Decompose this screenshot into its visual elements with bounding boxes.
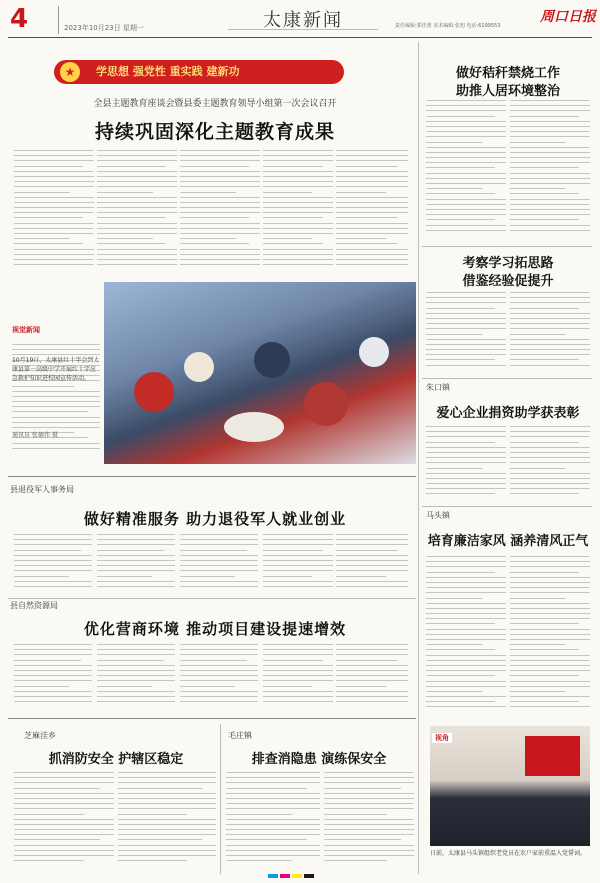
right-story3-kicker: 朱口镇 <box>426 383 450 392</box>
resources-body-col-5 <box>336 644 408 710</box>
zhimazhuang-headline: 抓消防安全 护辖区稳定 <box>48 752 184 767</box>
right-story2-body-col-2 <box>510 292 590 374</box>
lead-body-col-3 <box>180 150 260 272</box>
right-story2-headline-2: 借鉴经验促提升 <box>462 274 554 289</box>
maozhuang-body-col-1 <box>226 772 320 870</box>
party-emblem-icon: ★ <box>60 62 80 82</box>
right-divider-3 <box>422 506 592 507</box>
veterans-kicker: 县退役军人事务局 <box>10 485 74 494</box>
header-divider <box>58 6 59 34</box>
veterans-body-col-5 <box>336 534 408 592</box>
right-story4-kicker: 马头镇 <box>426 511 450 520</box>
right-story1-headline-2: 助推人居环境整治 <box>455 84 560 99</box>
resources-body-col-4 <box>263 644 333 710</box>
right-photo <box>430 726 590 846</box>
lead-body-col-1 <box>14 150 94 272</box>
theme-banner: 学思想 强党性 重实践 建新功 <box>54 60 344 84</box>
resources-headline: 优化营商环境 推动项目建设提速增效 <box>83 620 347 638</box>
right-divider-1 <box>422 246 592 247</box>
right-story1-body-col-1 <box>426 100 506 240</box>
zhimazhuang-body-col-2 <box>118 772 216 870</box>
maozhuang-headline: 排查消隐患 演练保安全 <box>251 752 387 767</box>
photo-credit: 通讯员 张德伟 摄 <box>12 432 58 439</box>
section-title: 太康新闻 <box>228 6 378 30</box>
veterans-body-col-1 <box>14 534 92 592</box>
editor-credits: 责任编辑:郭佳蕾 美术编辑:张旭 电话:6199553 <box>395 23 501 29</box>
page-number: 4 <box>10 4 29 34</box>
resources-body-col-2 <box>97 644 175 710</box>
right-story4-headline: 培育廉洁家风 涵养清风正气 <box>427 534 589 549</box>
newspaper-logo: 周口日报 <box>540 9 596 25</box>
lead-headline: 持续巩固深化主题教育成果 <box>94 121 335 143</box>
right-photo-caption: 日前，太康县马头镇组织老党员在农户家前重温入党誓词。 <box>430 850 587 857</box>
right-story1-body-col-2 <box>510 100 590 240</box>
right-story3-body-col-1 <box>426 426 506 500</box>
veterans-body-col-4 <box>263 534 333 592</box>
maozhuang-body-col-2 <box>324 772 414 870</box>
right-story3-headline: 爱心企业捐资助学获表彰 <box>436 406 580 421</box>
veterans-body-col-2 <box>97 534 175 592</box>
resources-body-col-1 <box>14 644 92 710</box>
lead-subhead: 全县主题教育座谈会暨县委主题教育领导小组第一次会议召开 <box>93 99 337 109</box>
section-divider-3 <box>8 718 416 719</box>
column-divider <box>220 724 221 874</box>
section-divider-2 <box>8 598 416 599</box>
right-story2-headline-1: 考察学习拓思路 <box>462 256 554 271</box>
resources-kicker: 县自然资源局 <box>10 601 58 610</box>
right-photo-label: 视角 <box>432 733 452 743</box>
party-flag-icon <box>525 736 580 776</box>
photo-section-label: 视觉新闻 <box>12 326 40 334</box>
header-rule <box>8 37 592 38</box>
zhimazhuang-body-col-1 <box>14 772 114 870</box>
maozhuang-kicker: 毛庄镇 <box>228 731 252 740</box>
right-story3-body-col-2 <box>510 426 590 500</box>
lead-body-col-2 <box>97 150 177 272</box>
issue-date: 2023年10月23日 星期一 <box>64 24 144 32</box>
right-story4-body-col-2 <box>510 556 590 716</box>
lead-body-col-5 <box>336 150 408 272</box>
resources-body-col-3 <box>180 644 258 710</box>
page-header <box>0 0 600 40</box>
main-column-divider <box>418 42 419 874</box>
right-story4-body-col-1 <box>426 556 506 716</box>
lead-body-col-4 <box>263 150 333 272</box>
right-divider-2 <box>422 378 592 379</box>
right-story1-headline-1: 做好秸秆禁烧工作 <box>455 66 560 81</box>
veterans-body-col-3 <box>180 534 258 592</box>
main-news-photo <box>104 282 416 464</box>
footer-color-bar <box>8 874 592 878</box>
right-story2-body-col-1 <box>426 292 506 374</box>
photo-caption: 10月19日，太康县红十字会到太康县第一高级中学开展红十字应急救护知识进校园宣传活动。 <box>12 357 100 382</box>
zhimazhuang-kicker: 芝麻洼乡 <box>24 731 56 740</box>
veterans-headline: 做好精准服务 助力退役军人就业创业 <box>83 510 347 528</box>
section-divider <box>8 476 416 477</box>
